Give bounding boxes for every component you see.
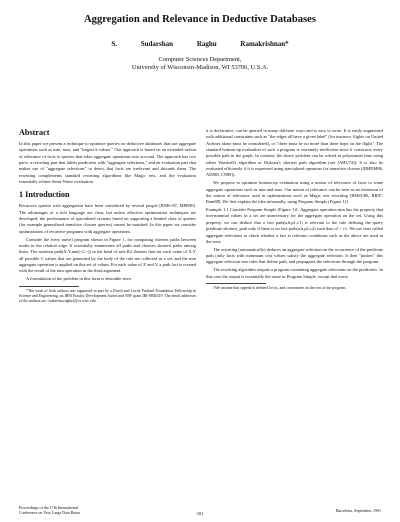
- footnote-divider: [206, 283, 266, 284]
- left-column: [19, 128, 196, 305]
- body-paragraph: The rewriting algorithm outputs a program containing aggregate selections on the predicates. In this case the output is essentially the same as Program Simple, except that every: [206, 267, 383, 279]
- abstract-text: In this paper we present a technique to optimize queries on deductive databases that use aggregate operations such as min, max, and "largest k values." Our approach is based on an extended notion of relevance of facts to queries that takes aggregate operations into account. The approach has two parts: a rewriting part that labels predicates with "aggregate selections," and an evaluation part that makes use of "aggregate selections" to detect that facts are irrelevant and discards them. The rewriting complements standard rewriting algorithms like Magic sets, and the evaluation essentially refines Semi-Naive evaluation.: [19, 141, 196, 185]
- page-number: 501: [196, 511, 204, 516]
- footnote: *The work of both authors was supported in part by a David and Lucile Packard Foundation Fellowship in Science and Engineering, an IBM Faculty Development Award and NSF grant IRI-8804319. The email addresses of the authors are {sudarsha,raghu}@cs.wisc.edu: [19, 288, 196, 304]
- body-paragraph: Recursive queries with aggregation have been considered by several people [BNR+87, MPR90]. The advantages of a rich language are clear, but unless effective optimization techniques are developed, the performance of specialized systems based on supporting a limited class of queries (for example generalized transitive closure queries) cannot be matched. In this paper we consider optimizations of recursive programs with aggregate operations.: [19, 203, 196, 234]
- author-name: S. Sudarshan: [111, 40, 174, 48]
- body-paragraph: it is declarative, can be queried in many different ways and is easy to write. It is easily augmented with additional constraints such as "the edges all have a given label" (for instance, flights on United Airlines alone must be considered), or "there must be no more than three hops on the flight". The standard bottom-up evaluation of such a program is extremely inefficient since it constructs every possible path in the graph. In contrast, the above problem can be solved in polynomial time using either Warshall's algorithm or Dijkstra's shortest path algorithm (see [AHU74]). It is also be evaluated efficiently if it is expressed using specialized operators for transitive closure ([RHDM86, ADJ88, CN89]).: [206, 128, 384, 178]
- affiliation-line: University of Wisconsin-Madison, WI 53706, U.S.A.: [131, 64, 269, 72]
- body-paragraph: We propose to optimize bottom-up evaluation using a notion of relevance of facts to some aggregate operations such as min and max. Our notion of relevance can be seen as an extension of the notion of relevance used in optimizations such as Magic sets rewriting [BMSU86, BR87, Ram88]. We first explain the idea informally, using Program Simple (Figure 1)1.: [206, 180, 383, 205]
- body-paragraph: Consider the (very naive) program shown in Figure 1, for computing shortest paths between nodes in the relation edge. It essentially enumerates all paths and chooses shortest paths among them. The notation path(X,Y,min(<C>)) in the head of rule R2 denotes that for each value of X,Y all possible C values that are generated by the body of the rule are collected in a set, and the min aggregate operation is applied on this set of values. For each value of X and Y, a path fact is created with the result of the min operation as the third argument.: [19, 236, 196, 274]
- introduction-heading: 1 Introduction: [19, 190, 70, 200]
- body-paragraph: The rewriting (automatically) deduces an aggregate selection on the occurrence of the predicate path (only facts with minimum cost values satisfy the aggregate selection. It then "pushes" this aggregate selection into rules that define path, and propagates the selections through the program.: [206, 246, 383, 265]
- right-column: [206, 128, 383, 291]
- paper-title: Aggregation and Relevance in Deductive Databases: [84, 14, 316, 25]
- footnote: 1We assume that cppend is defined for us, and concentrate on the rest of the program.: [213, 285, 347, 290]
- author-name: Raghu Ramakrishnan*: [196, 40, 289, 48]
- abstract-heading: Abstract: [19, 128, 50, 137]
- affiliation-line: Computer Sciences Department,: [158, 56, 242, 63]
- footer-line: Proceedings of the 17th International: [19, 505, 79, 510]
- affiliation: [0, 56, 400, 72]
- location-date-footer: Barcelona, September, 1991: [335, 508, 381, 513]
- footnote-divider: [19, 286, 79, 287]
- footer-line: Conference on Very Large Data Bases: [19, 510, 81, 516]
- body-paragraph: A formulation of the problem in this form is desirable since: [26, 276, 132, 282]
- author-list: [0, 40, 400, 48]
- example-paragraph: Example 1.1 Consider Program Simple (Figure 1)1. Aggregate operation min has the property that non-minimal values in a set are unnecessary for the aggregate operation on the set. Using this property, we can deduce that a fact path(a,b,p1,c1) is relevant to the rule defining the query predicate shortest_path only if there is no fact path(a,b,p2,c2) such that c2 < c1. We use tests called aggregate selections to check whether a fact is relevant; conditions such as the above are used in the tests.: [206, 207, 383, 244]
